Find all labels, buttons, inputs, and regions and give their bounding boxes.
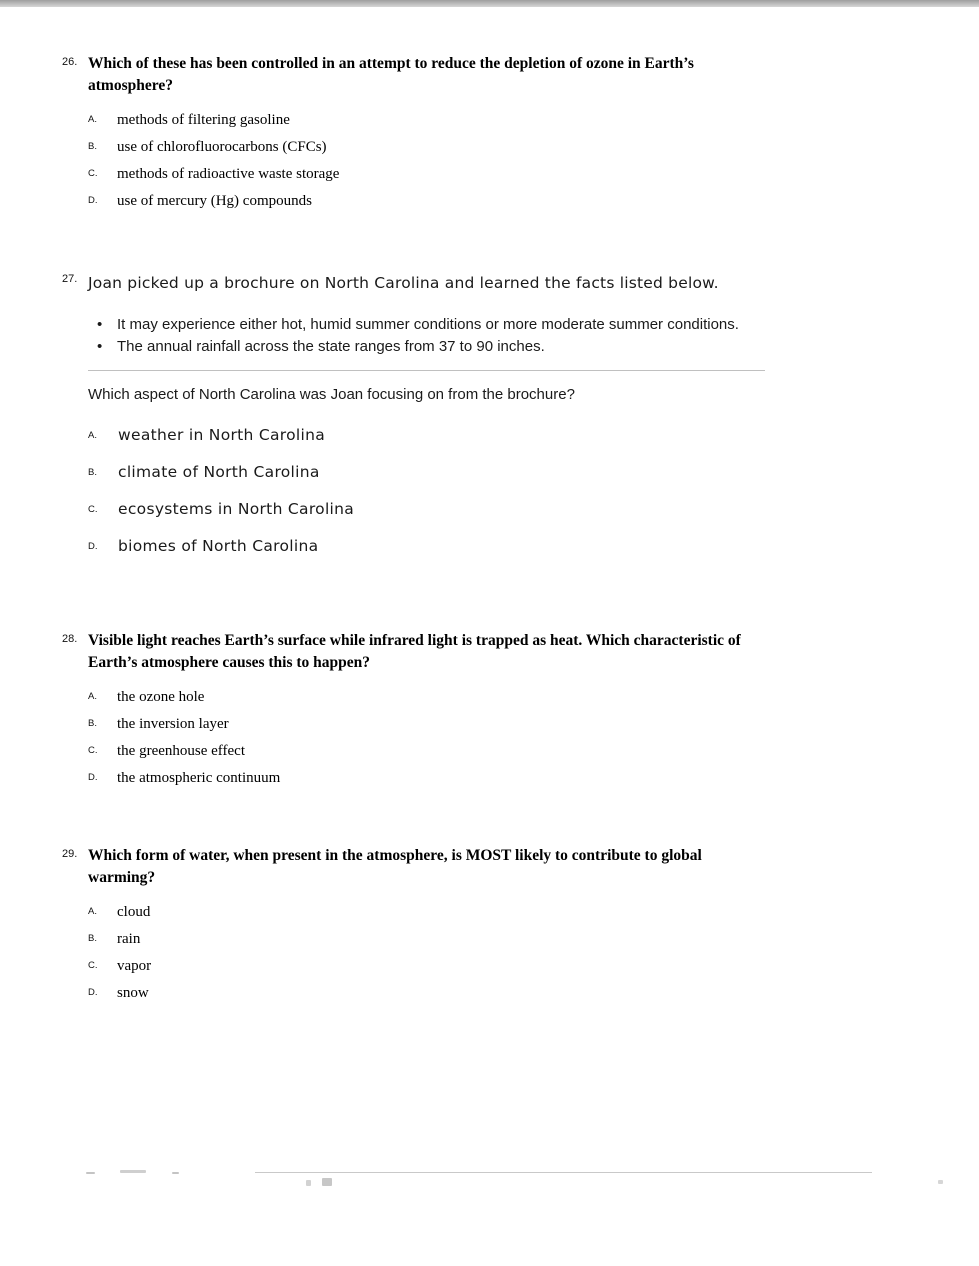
option-letter: D. bbox=[88, 987, 98, 998]
option-row-c bbox=[0, 741, 979, 768]
option-text: methods of radioactive waste storage bbox=[117, 166, 340, 182]
option-row-c bbox=[0, 956, 979, 983]
option-row-d bbox=[0, 768, 979, 795]
option-letter: A. bbox=[88, 691, 97, 702]
question-block-29 bbox=[0, 845, 979, 1010]
question-text: Which of these has been controlled in an attempt to reduce the depletion of ozone in Earth’s atmosphere? bbox=[88, 55, 694, 94]
page-footer bbox=[0, 1166, 979, 1196]
option-letter: C. bbox=[88, 745, 98, 756]
option-row-b bbox=[0, 462, 979, 499]
question-text: Which aspect of North Carolina was Joan focusing on from the brochure? bbox=[88, 386, 575, 403]
option-letter: D. bbox=[88, 772, 98, 783]
option-letter: A. bbox=[88, 906, 97, 917]
footer-fragment bbox=[120, 1170, 146, 1173]
footer-fragment bbox=[938, 1180, 943, 1184]
option-letter: C. bbox=[88, 960, 98, 971]
option-row-d bbox=[0, 983, 979, 1010]
bullet-icon: • bbox=[97, 338, 103, 355]
option-row-b bbox=[0, 714, 979, 741]
option-row-b bbox=[0, 929, 979, 956]
question-intro-text: Joan picked up a brochure on North Carolina and learned the facts listed below. bbox=[88, 274, 719, 292]
option-row-c bbox=[0, 499, 979, 536]
option-letter: C. bbox=[88, 168, 98, 179]
options-list bbox=[0, 425, 979, 573]
question-text: Which form of water, when present in the atmosphere, is MOST likely to contribute to global warming? bbox=[88, 847, 702, 886]
bullet-icon: • bbox=[97, 316, 103, 333]
option-letter: D. bbox=[88, 195, 98, 206]
question-number: 27. bbox=[62, 273, 78, 285]
option-letter: A. bbox=[88, 430, 97, 441]
option-letter: B. bbox=[88, 467, 97, 478]
page-top-edge bbox=[0, 0, 979, 7]
footer-fragment bbox=[322, 1178, 332, 1186]
option-text: ecosystems in North Carolina bbox=[118, 500, 355, 518]
question-block-26 bbox=[0, 53, 979, 218]
question-number: 28. bbox=[62, 633, 78, 645]
option-row-a bbox=[0, 425, 979, 462]
footer-fragment bbox=[172, 1172, 179, 1174]
option-text: use of chlorofluorocarbons (CFCs) bbox=[117, 139, 327, 155]
option-letter: B. bbox=[88, 933, 97, 944]
question-number: 29. bbox=[62, 848, 78, 860]
bullet-item bbox=[97, 336, 757, 357]
option-text: snow bbox=[117, 985, 149, 1001]
options-list bbox=[0, 902, 979, 1010]
section-divider bbox=[88, 370, 765, 371]
options-list bbox=[0, 110, 979, 218]
footer-rule bbox=[255, 1172, 872, 1173]
option-text: the atmospheric continuum bbox=[117, 770, 281, 786]
option-row-d bbox=[0, 191, 979, 218]
options-list bbox=[0, 687, 979, 795]
question-text: Visible light reaches Earth’s surface while infrared light is trapped as heat. Which characteristic of Earth’s atmosphere causes this to happen? bbox=[88, 632, 741, 671]
option-letter: D. bbox=[88, 541, 98, 552]
footer-fragment bbox=[306, 1180, 311, 1186]
option-text: methods of filtering gasoline bbox=[117, 112, 290, 128]
option-text: rain bbox=[117, 931, 141, 947]
question-number: 26. bbox=[62, 56, 78, 68]
question-block-27 bbox=[0, 270, 979, 573]
option-text: weather in North Carolina bbox=[118, 426, 326, 444]
option-row-d bbox=[0, 536, 979, 573]
option-text: cloud bbox=[117, 904, 151, 920]
option-text: climate of North Carolina bbox=[118, 463, 320, 481]
option-row-c bbox=[0, 164, 979, 191]
test-document-page bbox=[0, 7, 979, 1010]
footer-fragment bbox=[86, 1172, 95, 1174]
question-block-28 bbox=[0, 630, 979, 795]
option-text: the inversion layer bbox=[117, 716, 229, 732]
option-text: use of mercury (Hg) compounds bbox=[117, 193, 312, 209]
option-letter: A. bbox=[88, 114, 97, 125]
option-text: biomes of North Carolina bbox=[118, 537, 319, 555]
bullet-text: It may experience either hot, humid summer conditions or more moderate summer conditions. bbox=[117, 316, 739, 333]
option-letter: B. bbox=[88, 141, 97, 152]
option-row-a bbox=[0, 110, 979, 137]
option-letter: C. bbox=[88, 504, 98, 515]
fact-bullet-list bbox=[97, 314, 757, 357]
option-text: vapor bbox=[117, 958, 152, 974]
option-row-b bbox=[0, 137, 979, 164]
bullet-text: The annual rainfall across the state ranges from 37 to 90 inches. bbox=[117, 338, 545, 355]
option-text: the greenhouse effect bbox=[117, 743, 245, 759]
option-row-a bbox=[0, 902, 979, 929]
option-letter: B. bbox=[88, 718, 97, 729]
bullet-item bbox=[97, 314, 757, 335]
option-text: the ozone hole bbox=[117, 689, 205, 705]
option-row-a bbox=[0, 687, 979, 714]
